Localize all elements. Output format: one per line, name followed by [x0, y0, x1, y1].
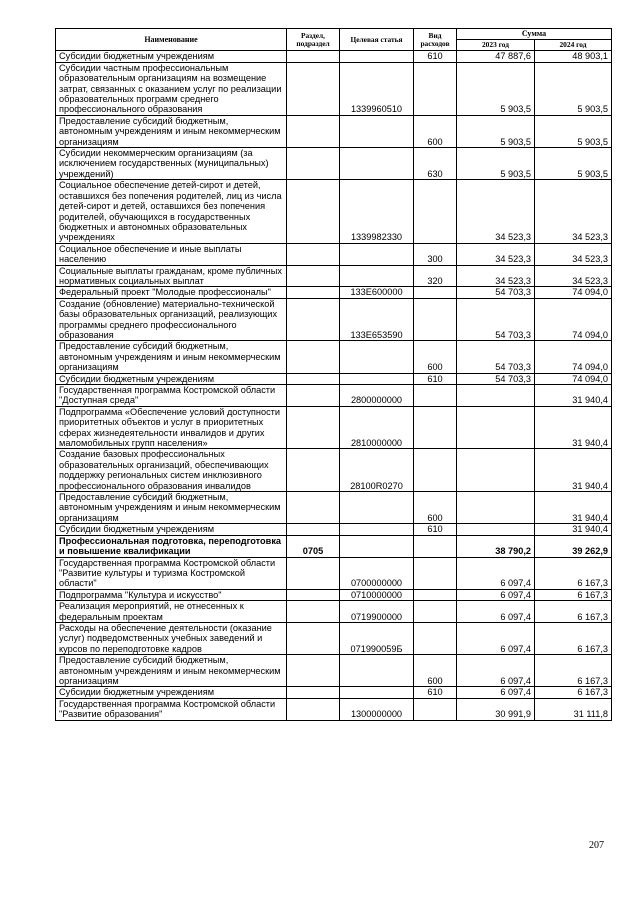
row-section: 0705 [287, 535, 340, 557]
row-sum-2024: 6 167,3 [535, 589, 612, 600]
row-type: 610 [414, 51, 457, 62]
row-name: Предоставление субсидий бюджетным, автономным учреждениям и иным некоммерческим организациям [56, 115, 287, 147]
row-code [340, 373, 414, 384]
header-code: Целевая статья [340, 29, 414, 51]
budget-table [55, 28, 612, 721]
row-type: 300 [414, 243, 457, 265]
row-name: Предоставление субсидий бюджетным, автономным учреждениям и иным некоммерческим организациям [56, 492, 287, 524]
row-code [340, 243, 414, 265]
table-row [56, 180, 612, 243]
row-sum-2024: 74 094,0 [535, 373, 612, 384]
row-sum-2024: 39 262,9 [535, 535, 612, 557]
table-row [56, 287, 612, 298]
row-sum-2024: 34 523,3 [535, 243, 612, 265]
row-code [340, 51, 414, 62]
row-code [340, 265, 414, 287]
row-sum-2024: 6 167,3 [535, 655, 612, 687]
row-sum-2024: 48 903,1 [535, 51, 612, 62]
row-sum-2024: 31 940,4 [535, 492, 612, 524]
row-type [414, 287, 457, 298]
row-sum-2023 [457, 524, 535, 535]
row-section [287, 62, 340, 115]
row-section [287, 385, 340, 407]
row-sum-2023: 5 903,5 [457, 148, 535, 180]
row-code: 0719900000 [340, 601, 414, 623]
row-sum-2023: 6 097,4 [457, 589, 535, 600]
row-sum-2023: 5 903,5 [457, 62, 535, 115]
row-type: 320 [414, 265, 457, 287]
row-sum-2023: 6 097,4 [457, 557, 535, 589]
row-name: Государственная программа Костромской области "Доступная среда" [56, 385, 287, 407]
row-code: 28100R0270 [340, 449, 414, 492]
row-sum-2023: 6 097,4 [457, 622, 535, 654]
header-type: Вид расходов [414, 29, 457, 51]
row-name: Субсидии бюджетным учреждениям [56, 51, 287, 62]
row-code: 071990059Б [340, 622, 414, 654]
row-sum-2023: 5 903,5 [457, 115, 535, 147]
row-sum-2023: 54 703,3 [457, 373, 535, 384]
row-type [414, 589, 457, 600]
budget-table-page [55, 28, 611, 721]
row-type: 600 [414, 115, 457, 147]
row-name: Реализация мероприятий, не отнесенных к федеральным проектам [56, 601, 287, 623]
row-type: 600 [414, 492, 457, 524]
row-sum-2024: 34 523,3 [535, 180, 612, 243]
table-row [56, 385, 612, 407]
row-section [287, 287, 340, 298]
row-name: Подпрограмма «Обеспечение условий доступности приоритетных объектов и услуг в приоритетных сферах жизнедеятельности инвалидов и других маломобильных групп населения» [56, 406, 287, 449]
row-code [340, 492, 414, 524]
row-sum-2023: 54 703,3 [457, 341, 535, 373]
row-type: 610 [414, 524, 457, 535]
table-row [56, 698, 612, 720]
row-name: Социальное обеспечение и иные выплаты населению [56, 243, 287, 265]
row-section [287, 449, 340, 492]
row-code [340, 655, 414, 687]
table-row [56, 406, 612, 449]
table-row [56, 373, 612, 384]
row-sum-2024: 74 094,0 [535, 298, 612, 341]
row-sum-2023: 6 097,4 [457, 601, 535, 623]
table-row [56, 524, 612, 535]
row-sum-2023: 6 097,4 [457, 655, 535, 687]
row-sum-2023 [457, 385, 535, 407]
row-section [287, 557, 340, 589]
row-section [287, 622, 340, 654]
row-section [287, 265, 340, 287]
row-name: Федеральный проект "Молодые профессионалы" [56, 287, 287, 298]
row-sum-2024: 31 940,4 [535, 406, 612, 449]
row-type [414, 698, 457, 720]
row-name: Подпрограмма "Культура и искусство" [56, 589, 287, 600]
row-sum-2023: 47 887,6 [457, 51, 535, 62]
header-year-2024: 2024 год [535, 40, 612, 51]
row-section [287, 698, 340, 720]
table-row [56, 589, 612, 600]
row-name: Социальные выплаты гражданам, кроме публичных нормативных социальных выплат [56, 265, 287, 287]
row-type [414, 180, 457, 243]
row-section [287, 589, 340, 600]
row-name: Субсидии бюджетным учреждениям [56, 687, 287, 698]
row-sum-2024: 34 523,3 [535, 265, 612, 287]
row-sum-2024: 31 940,4 [535, 385, 612, 407]
row-code: 2810000000 [340, 406, 414, 449]
table-row [56, 622, 612, 654]
row-type: 600 [414, 655, 457, 687]
row-sum-2024: 31 111,8 [535, 698, 612, 720]
row-name: Социальное обеспечение детей-сирот и детей, оставшихся без попечения родителей, лиц из числа детей-сирот и детей, оставшихся без попечения родителей, обучающихся в государственных бюджетных и автономных образовательных учреждениях [56, 180, 287, 243]
row-section [287, 115, 340, 147]
table-row [56, 115, 612, 147]
row-code: 0700000000 [340, 557, 414, 589]
table-row [56, 51, 612, 62]
row-code [340, 535, 414, 557]
row-name: Расходы на обеспечение деятельности (оказание услуг) подведомственных учебных заведений и курсов по переподготовке кадров [56, 622, 287, 654]
table-row [56, 449, 612, 492]
row-sum-2024: 5 903,5 [535, 148, 612, 180]
table-row [56, 492, 612, 524]
row-name: Субсидии частным профессиональным образовательным организациям на возмещение затрат, связанных с оказанием услуг по реализации образовательных программ среднего профессионального образования [56, 62, 287, 115]
row-sum-2023: 34 523,3 [457, 265, 535, 287]
table-row [56, 557, 612, 589]
table-row [56, 148, 612, 180]
row-code: 1339960510 [340, 62, 414, 115]
row-type [414, 622, 457, 654]
row-section [287, 51, 340, 62]
row-sum-2023: 6 097,4 [457, 687, 535, 698]
row-type [414, 449, 457, 492]
table-row [56, 687, 612, 698]
header-section: Раздел, подраздел [287, 29, 340, 51]
table-row [56, 62, 612, 115]
row-sum-2023: 54 703,3 [457, 298, 535, 341]
row-type [414, 557, 457, 589]
row-name: Создание (обновление) материально-технической базы образовательных организаций, реализующих программы среднего профессионального образования [56, 298, 287, 341]
row-sum-2024: 6 167,3 [535, 687, 612, 698]
row-sum-2024: 5 903,5 [535, 62, 612, 115]
row-section [287, 341, 340, 373]
row-sum-2023: 34 523,3 [457, 243, 535, 265]
row-name: Профессиональная подготовка, переподготовка и повышение квалификации [56, 535, 287, 557]
row-sum-2023 [457, 492, 535, 524]
row-code: 1339982330 [340, 180, 414, 243]
row-name: Государственная программа Костромской области "Развитие образования" [56, 698, 287, 720]
row-section [287, 243, 340, 265]
row-name: Государственная программа Костромской области "Развитие культуры и туризма Костромской области" [56, 557, 287, 589]
row-code: 0710000000 [340, 589, 414, 600]
row-sum-2023: 54 703,3 [457, 287, 535, 298]
row-section [287, 601, 340, 623]
row-sum-2024: 5 903,5 [535, 115, 612, 147]
row-type [414, 385, 457, 407]
row-sum-2024: 31 940,4 [535, 449, 612, 492]
row-section [287, 524, 340, 535]
page-number: 207 [589, 840, 604, 851]
row-name: Субсидии некоммерческим организациям (за исключением государственных (муниципальных) учреждений) [56, 148, 287, 180]
row-section [287, 180, 340, 243]
row-sum-2024: 6 167,3 [535, 557, 612, 589]
row-sum-2024: 74 094,0 [535, 341, 612, 373]
row-type [414, 601, 457, 623]
table-row [56, 265, 612, 287]
table-row [56, 341, 612, 373]
row-sum-2023: 30 991,9 [457, 698, 535, 720]
row-code: 1300000000 [340, 698, 414, 720]
row-code [340, 148, 414, 180]
row-section [287, 298, 340, 341]
row-code: 133Е600000 [340, 287, 414, 298]
row-sum-2024: 6 167,3 [535, 622, 612, 654]
row-section [287, 687, 340, 698]
row-type: 610 [414, 373, 457, 384]
header-year-2023: 2023 год [457, 40, 535, 51]
row-sum-2023: 38 790,2 [457, 535, 535, 557]
row-type [414, 298, 457, 341]
row-type: 630 [414, 148, 457, 180]
row-sum-2024: 6 167,3 [535, 601, 612, 623]
row-type [414, 406, 457, 449]
row-sum-2023 [457, 406, 535, 449]
row-code [340, 687, 414, 698]
row-name: Предоставление субсидий бюджетным, автономным учреждениям и иным некоммерческим организациям [56, 341, 287, 373]
row-sum-2024: 31 940,4 [535, 524, 612, 535]
table-row [56, 535, 612, 557]
row-section [287, 655, 340, 687]
table-row [56, 243, 612, 265]
row-code: 133Е653590 [340, 298, 414, 341]
row-section [287, 406, 340, 449]
row-section [287, 492, 340, 524]
table-row [56, 298, 612, 341]
row-name: Предоставление субсидий бюджетным, автономным учреждениям и иным некоммерческим организациям [56, 655, 287, 687]
row-sum-2023 [457, 449, 535, 492]
row-sum-2023: 34 523,3 [457, 180, 535, 243]
row-sum-2024: 74 094,0 [535, 287, 612, 298]
row-section [287, 148, 340, 180]
row-name: Субсидии бюджетным учреждениям [56, 373, 287, 384]
row-type: 600 [414, 341, 457, 373]
table-row [56, 601, 612, 623]
row-name: Субсидии бюджетным учреждениям [56, 524, 287, 535]
row-code [340, 341, 414, 373]
row-type [414, 535, 457, 557]
row-code: 2800000000 [340, 385, 414, 407]
row-name: Создание базовых профессиональных образовательных организаций, обеспечивающих поддержку региональных систем инклюзивного профессионального образования инвалидов [56, 449, 287, 492]
header-sum: Сумма [457, 29, 612, 40]
row-code [340, 524, 414, 535]
row-code [340, 115, 414, 147]
row-type: 610 [414, 687, 457, 698]
table-row [56, 655, 612, 687]
header-name: Наименование [56, 29, 287, 51]
row-type [414, 62, 457, 115]
row-section [287, 373, 340, 384]
